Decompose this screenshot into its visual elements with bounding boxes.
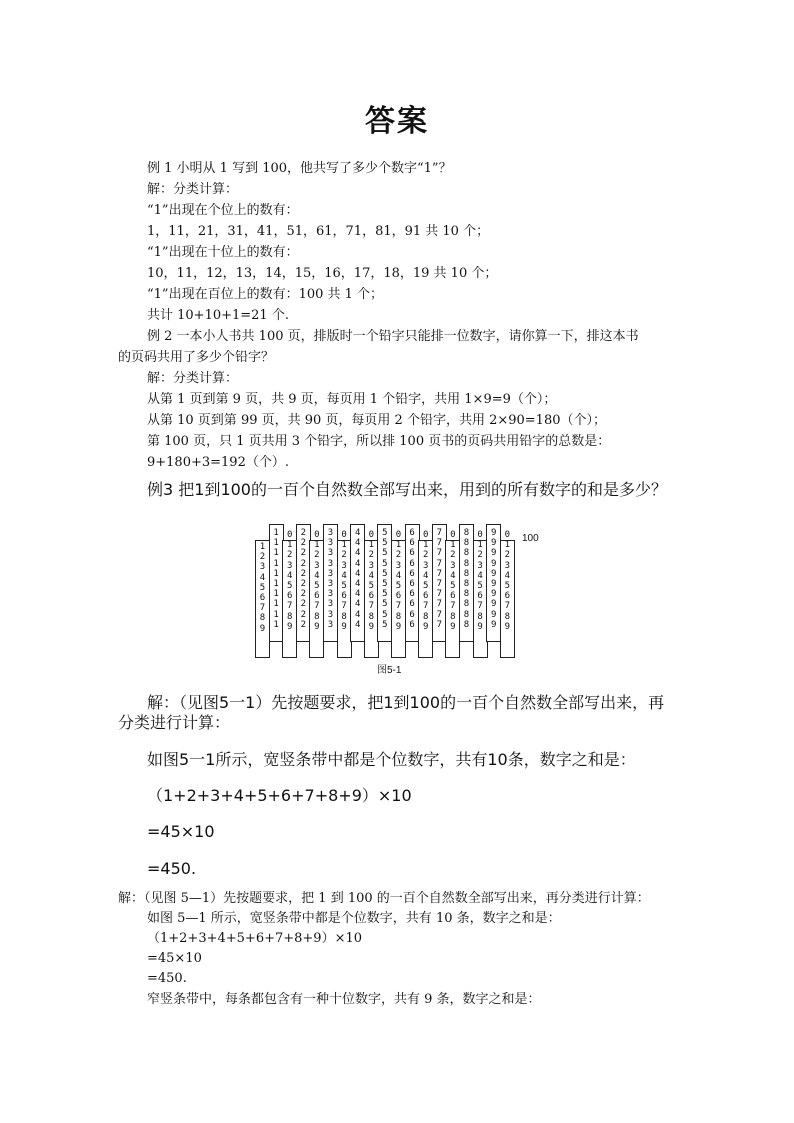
strip-digit: 2 xyxy=(477,550,483,561)
strip-digit: 2 xyxy=(300,538,306,549)
strip-digit: 9 xyxy=(490,619,497,630)
strip-digit: 4 xyxy=(422,570,429,581)
figure-5-1 xyxy=(255,516,555,678)
example3-question: 例3 把1到100的一百个自然数全部写出来，用到的所有数字的和是多少？ xyxy=(147,480,667,499)
strip-digit: 4 xyxy=(259,572,266,583)
strip-digit: 2 xyxy=(300,589,306,600)
strip-digit: 2 xyxy=(422,550,429,561)
strip-digit: 8 xyxy=(314,611,320,622)
strip-digit: 9 xyxy=(422,621,429,632)
strip-digit: 0 xyxy=(477,530,483,540)
strip-digit: 6 xyxy=(409,568,415,579)
figure-caption: 图5-1 xyxy=(377,665,402,676)
formula-line: =450. xyxy=(147,971,187,986)
strip-digit: 8 xyxy=(463,528,470,538)
formula-line: =450. xyxy=(147,859,197,878)
strip-digit: 8 xyxy=(463,568,470,579)
strip-digit: 9 xyxy=(314,621,320,632)
strip-digit: 2 xyxy=(300,558,306,569)
strip-digit: 8 xyxy=(463,548,470,559)
strip-digit: 7 xyxy=(422,601,429,612)
strip-digit: 1 xyxy=(368,540,374,551)
text-line: “1”出现在百位上的数有：100 共 1 个； xyxy=(147,287,384,302)
strip-digit: 9 xyxy=(504,621,510,632)
strip-digit: 0 xyxy=(314,530,320,540)
strip-digit: 1 xyxy=(273,589,279,600)
strip-digit: 2 xyxy=(300,619,306,630)
strip-digit: 7 xyxy=(436,528,442,538)
strip-digit: 5 xyxy=(382,528,388,538)
strip-digit: 2 xyxy=(259,552,266,563)
strip-digit: 8 xyxy=(395,611,402,622)
strip-digit: 5 xyxy=(382,589,388,600)
strip-digit: 4 xyxy=(286,570,293,581)
strip-digit: 7 xyxy=(259,603,266,614)
strip-digit: 4 xyxy=(354,548,361,559)
strip-digit: 9 xyxy=(341,621,347,632)
strip-digit: 9 xyxy=(490,589,497,600)
strip-digit: 3 xyxy=(327,579,334,589)
text-line: 如图 5—1 所示，宽竖条带中都是个位数字，共有 10 条，数字之和是： xyxy=(147,911,561,926)
strip-digit: 5 xyxy=(422,581,429,591)
strip-digit: 3 xyxy=(450,560,456,571)
strip-digit: 7 xyxy=(436,619,442,630)
strip-digit: 6 xyxy=(450,591,456,602)
strip-digit: 7 xyxy=(436,548,442,559)
strip-digit: 5 xyxy=(382,538,388,549)
strip-digit: 8 xyxy=(463,579,470,589)
strip-digit: 1 xyxy=(273,558,279,569)
strip-digit: 9 xyxy=(490,568,497,579)
text-line: 9+180+3=192（个）. xyxy=(147,455,289,470)
figure-note: 100 xyxy=(522,533,539,544)
strip-digit: 5 xyxy=(314,581,320,591)
strip-digit: 7 xyxy=(436,558,442,569)
formula-line: （1+2+3+4+5+6+7+8+9）×10 xyxy=(147,786,412,805)
strip-digit: 5 xyxy=(259,582,266,593)
strip-digit: 7 xyxy=(450,601,456,612)
strip-digit: 2 xyxy=(286,550,293,561)
strip-digit: 0 xyxy=(422,530,429,540)
strip-digit: 8 xyxy=(477,611,483,622)
strip-digit: 5 xyxy=(504,581,510,591)
strip-digit: 1 xyxy=(450,540,456,551)
strip-digit: 8 xyxy=(463,558,470,569)
text-line: 1，11，21，31，41，51，61，71，81，91 共 10 个； xyxy=(147,224,490,239)
text-line: 窄竖条带中，每条都包含有一种十位数字，共有 9 条，数字之和是： xyxy=(147,992,541,1007)
strip-digit: 7 xyxy=(341,601,347,612)
strip-digit: 5 xyxy=(382,579,388,589)
strip-digit: 7 xyxy=(314,601,320,612)
strip-digit: 4 xyxy=(354,538,361,549)
strip-digit: 8 xyxy=(259,613,266,624)
text-line: 解：（见图5一1）先按题要求，把1到100的一百个自然数全部写出来，再 xyxy=(147,693,665,712)
strip-digit: 5 xyxy=(341,581,347,591)
strip-digit: 6 xyxy=(409,599,415,610)
strip-digit: 7 xyxy=(436,589,442,600)
strip-digit: 1 xyxy=(259,542,266,552)
strip-digit: 8 xyxy=(463,538,470,549)
strip-digit: 9 xyxy=(477,621,483,632)
strip-digit: 9 xyxy=(490,538,497,549)
strip-digit: 7 xyxy=(504,601,510,612)
strip-digit: 8 xyxy=(422,611,429,622)
strip-digit: 1 xyxy=(273,568,279,579)
strip-digit: 5 xyxy=(382,599,388,610)
strip-digit: 7 xyxy=(436,609,442,620)
strip-digit: 6 xyxy=(395,591,402,602)
text-line: 共计 10+10+1=21 个. xyxy=(147,308,289,323)
strip-digit: 5 xyxy=(382,548,388,559)
strip-digit: 3 xyxy=(395,560,402,571)
strip-digit: 2 xyxy=(450,550,456,561)
strip-digit: 1 xyxy=(273,619,279,630)
example1-question: 例 1 小明从 1 写到 100，他共写了多少个数字“1”？ xyxy=(147,161,452,176)
strip-digit: 4 xyxy=(354,579,361,589)
strip-digit: 3 xyxy=(327,599,334,610)
strip-digit: 4 xyxy=(450,570,456,581)
strip-digit: 5 xyxy=(395,581,402,591)
strip-digit: 2 xyxy=(300,528,306,538)
strip-digit: 3 xyxy=(259,562,266,573)
strip-digit: 2 xyxy=(395,550,402,561)
strip-digit: 5 xyxy=(368,581,374,591)
strip-digit: 6 xyxy=(409,528,415,538)
strip-digit: 4 xyxy=(314,570,320,581)
strip-digit: 4 xyxy=(477,570,483,581)
strip-digit: 3 xyxy=(327,538,334,549)
text-line: “1”出现在十位上的数有： xyxy=(147,245,299,260)
strip-digit: 4 xyxy=(504,570,510,581)
formula-line: =45×10 xyxy=(147,951,202,966)
strip-digit: 1 xyxy=(504,540,510,551)
formula-line: （1+2+3+4+5+6+7+8+9）×10 xyxy=(147,931,363,946)
strip-digit: 8 xyxy=(463,619,470,630)
text-line: 从第 1 页到第 9 页，共 9 页，每页用 1 个铅字，共用 1×9=9（个）； xyxy=(147,392,557,407)
formula-line: =45×10 xyxy=(147,822,215,841)
strip-digit: 3 xyxy=(341,560,347,571)
strip-digit: 1 xyxy=(273,579,279,589)
strip-digit: 5 xyxy=(382,568,388,579)
strip-digit: 3 xyxy=(368,560,374,571)
strip-digit: 7 xyxy=(286,601,293,612)
strip-digit: 9 xyxy=(490,558,497,569)
text-line: “1”出现在个位上的数有： xyxy=(147,203,299,218)
solution-label: 解：分类计算： xyxy=(147,371,239,386)
strip-digit: 2 xyxy=(341,550,347,561)
text-line: 如图5一1所示，宽竖条带中都是个位数字，共有10条，数字之和是： xyxy=(147,750,636,769)
strip-digit: 6 xyxy=(368,591,374,602)
strip-digit: 8 xyxy=(368,611,374,622)
strip-digit: 3 xyxy=(286,560,293,571)
strip-digit: 4 xyxy=(354,609,361,620)
strip-digit: 1 xyxy=(273,599,279,610)
strip-digit: 9 xyxy=(450,621,456,632)
page-title: 答案 xyxy=(365,104,429,139)
strip-digit: 5 xyxy=(477,581,483,591)
strip-digit: 0 xyxy=(368,530,374,540)
strip-digit: 5 xyxy=(382,558,388,569)
strip-digit: 6 xyxy=(409,558,415,569)
strip-digit: 4 xyxy=(395,570,402,581)
strip-digit: 7 xyxy=(436,599,442,610)
strip-digit: 4 xyxy=(354,558,361,569)
text-line: 第 100 页，只 1 页共用 3 个铅字，所以排 100 页书的页码共用铅字的总数是： xyxy=(147,434,611,449)
strip-digit: 7 xyxy=(436,568,442,579)
solution-label: 解：分类计算： xyxy=(147,182,239,197)
strip-digit: 6 xyxy=(409,619,415,630)
strip-digit: 6 xyxy=(409,538,415,549)
strip-digit: 6 xyxy=(477,591,483,602)
strip-digit: 5 xyxy=(286,581,293,591)
strip-digit: 1 xyxy=(341,540,347,551)
strip-digit: 3 xyxy=(327,609,334,620)
strip-digit: 6 xyxy=(259,593,266,603)
strip-digit: 4 xyxy=(341,570,347,581)
strip-digit: 8 xyxy=(286,611,293,622)
strip-digit: 6 xyxy=(314,591,320,602)
strip-digit: 6 xyxy=(409,589,415,600)
strip-digit: 5 xyxy=(382,619,388,630)
strip-digit: 2 xyxy=(300,599,306,610)
example2-question: 例 2 一本小人书共 100 页，排版时一个铅字只能排一位数字，请你算一下，排这本书 xyxy=(147,329,639,344)
strip-digit: 4 xyxy=(368,570,374,581)
strip-digit: 9 xyxy=(259,623,266,634)
strip-digit: 1 xyxy=(422,540,429,551)
strip-digit: 1 xyxy=(273,538,279,549)
strip-digit: 1 xyxy=(273,548,279,559)
strip-digit: 5 xyxy=(450,581,456,591)
strip-digit: 5 xyxy=(382,609,388,620)
text-line: 10，11，12，13，14，15，16，17，18，19 共 10 个； xyxy=(147,266,498,281)
strip-digit: 2 xyxy=(300,568,306,579)
strip-digit: 2 xyxy=(504,550,510,561)
strip-digit: 0 xyxy=(341,530,347,540)
strip-digit: 1 xyxy=(395,540,402,551)
strip-digit: 2 xyxy=(314,550,320,561)
strip-digit: 6 xyxy=(286,591,293,602)
strip-digit: 1 xyxy=(314,540,320,551)
strip-digit: 3 xyxy=(327,548,334,559)
strip-digit: 7 xyxy=(436,579,442,589)
strip-digit: 6 xyxy=(422,591,429,602)
strip-digit: 8 xyxy=(463,589,470,600)
strip-digit: 9 xyxy=(368,621,374,632)
strip-digit: 0 xyxy=(504,530,510,540)
strip-digit: 6 xyxy=(409,548,415,559)
strip-digit: 6 xyxy=(409,579,415,589)
strip-digit: 7 xyxy=(368,601,374,612)
strip-digit: 9 xyxy=(490,528,497,538)
strip-digit: 1 xyxy=(477,540,483,551)
strip-digit: 6 xyxy=(341,591,347,602)
strip-digit: 3 xyxy=(327,528,334,538)
strip-digit: 4 xyxy=(354,528,361,538)
strip-digit: 2 xyxy=(300,548,306,559)
strip-digit: 3 xyxy=(422,560,429,571)
strip-digit: 4 xyxy=(354,589,361,600)
strip-digit: 8 xyxy=(450,611,456,622)
strip-digit: 2 xyxy=(300,609,306,620)
strip-digit: 9 xyxy=(286,621,293,632)
strip-digit: 8 xyxy=(341,611,347,622)
strip-digit: 8 xyxy=(463,599,470,610)
strip-digit: 4 xyxy=(354,568,361,579)
strip-digit: 1 xyxy=(273,528,279,538)
strip-digit: 9 xyxy=(490,548,497,559)
strip-digit: 9 xyxy=(490,579,497,589)
strip-digit: 3 xyxy=(327,619,334,630)
strip-digit: 8 xyxy=(463,609,470,620)
strip-digit: 9 xyxy=(395,621,402,632)
strip-digit: 2 xyxy=(368,550,374,561)
example2-question-cont: 的页码共用了多少个铅字？ xyxy=(118,350,275,365)
strip-digit: 7 xyxy=(477,601,483,612)
strip-digit: 4 xyxy=(354,599,361,610)
strip-digit: 0 xyxy=(450,530,456,540)
strip-digit: 3 xyxy=(477,560,483,571)
text-line: 从第 10 页到第 99 页，共 90 页，每页用 2 个铅字，共用 2×90=180（个）； xyxy=(147,413,606,428)
strip-digit: 0 xyxy=(395,530,402,540)
strip-digit: 3 xyxy=(327,558,334,569)
text-line: 分类进行计算： xyxy=(118,713,231,732)
strip-digit: 8 xyxy=(504,611,510,622)
strip-digit: 0 xyxy=(286,530,293,540)
strip-digit: 4 xyxy=(354,619,361,630)
strip-digit: 7 xyxy=(395,601,402,612)
strip-digit: 9 xyxy=(490,609,497,620)
strip-digit: 3 xyxy=(314,560,320,571)
strip-digit: 9 xyxy=(490,599,497,610)
strip-digit: 7 xyxy=(436,538,442,549)
strip-digit: 6 xyxy=(409,609,415,620)
strip-digit: 1 xyxy=(273,609,279,620)
strip-digit: 2 xyxy=(300,579,306,589)
text-line: 解：（见图 5—1）先按题要求，把 1 到 100 的一百个自然数全部写出来，再分类进行计算： xyxy=(118,891,650,906)
strip-digit: 6 xyxy=(504,591,510,602)
strip-digit: 3 xyxy=(504,560,510,571)
strip-digit: 3 xyxy=(327,589,334,600)
strip-digit: 1 xyxy=(286,540,293,551)
strip-digit: 3 xyxy=(327,568,334,579)
